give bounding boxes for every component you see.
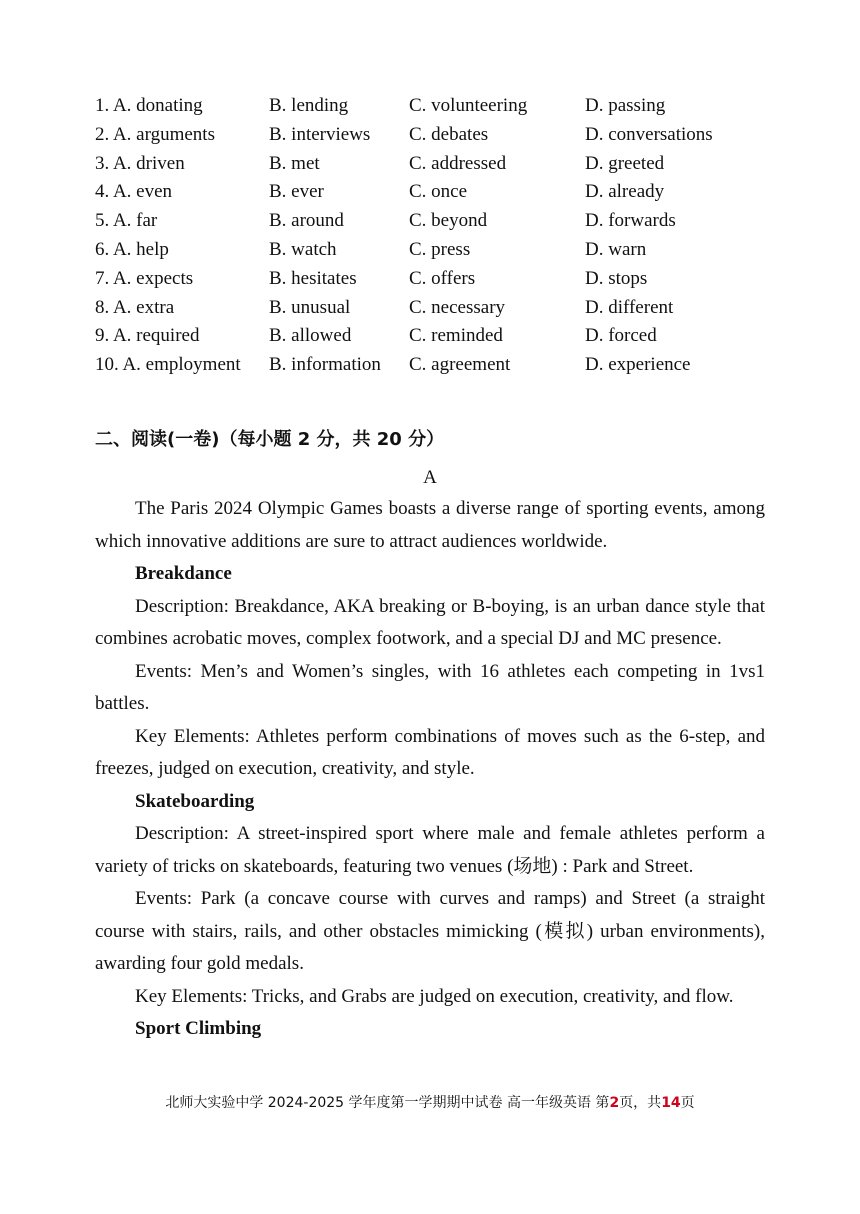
- option-row: [95, 322, 775, 351]
- answer-options: [95, 92, 775, 380]
- footer-suffix: 页: [680, 1095, 695, 1111]
- option-row: [95, 351, 775, 380]
- option-row: [95, 178, 775, 207]
- option-b: B. unusual: [269, 296, 351, 318]
- option-a: 9. A. required: [95, 325, 200, 347]
- section-heading: 二、阅读(一卷)（每小题 2 分，共 20 分）: [95, 429, 445, 450]
- option-d: D. different: [585, 296, 674, 318]
- option-b: B. met: [269, 152, 320, 174]
- option-d: D. stops: [585, 267, 648, 289]
- option-d: D. passing: [585, 95, 666, 116]
- option-a: 5. A. far: [95, 210, 158, 232]
- option-d: D. forced: [585, 325, 657, 347]
- option-d: D. greeted: [585, 152, 665, 174]
- skateboarding-key-elements: Key Elements: Tricks, and Grabs are judged on execution, creativity, and flow.: [135, 985, 734, 1007]
- option-c: C. once: [409, 181, 468, 203]
- option-c: C. necessary: [409, 296, 506, 318]
- option-a: 3. A. driven: [95, 152, 185, 174]
- breakdance-events: Events: Men’s and Women’s singles, with 16 athletes each competing in 1vs1 battles.: [95, 660, 765, 714]
- option-a: 10. A. employment: [95, 354, 241, 376]
- breakdance-heading: Breakdance: [135, 563, 232, 584]
- option-row: [95, 92, 775, 121]
- breakdance-key-elements: Key Elements: Athletes perform combinations of moves such as the 6-step, and freezes, judged on execution, creativity, and style.: [95, 725, 765, 779]
- option-a: 7. A. expects: [95, 267, 194, 289]
- option-row: [95, 265, 775, 294]
- option-a: 6. A. help: [95, 238, 169, 260]
- option-d: D. conversations: [585, 123, 713, 145]
- option-row: [95, 121, 775, 150]
- passage-label: A: [423, 467, 437, 488]
- option-c: C. beyond: [409, 210, 488, 232]
- option-d: D. already: [585, 181, 665, 203]
- reading-passage: [95, 493, 765, 1046]
- skateboarding-description: Description: A street-inspired sport where male and female athletes perform a variety of tricks on skateboards, featuring two venues (场地) : Park and Street.: [95, 823, 765, 877]
- option-c: C. addressed: [409, 152, 507, 174]
- option-b: B. interviews: [269, 123, 371, 145]
- option-c: C. reminded: [409, 325, 503, 347]
- option-b: B. ever: [269, 181, 324, 203]
- page-number: 2: [609, 1095, 620, 1111]
- sport-climbing-heading: Sport Climbing: [135, 1018, 262, 1039]
- option-row: [95, 236, 775, 265]
- option-c: C. volunteering: [409, 95, 528, 116]
- option-row: [95, 207, 775, 236]
- option-b: B. allowed: [269, 325, 352, 347]
- option-c: C. agreement: [409, 354, 511, 376]
- skateboarding-heading: Skateboarding: [135, 790, 255, 812]
- page-footer: [0, 1092, 860, 1114]
- breakdance-description: Description: Breakdance, AKA breaking or B-boying, is an urban dance style that combines acrobatic moves, complex footwork, and a special DJ and MC presence.: [95, 595, 765, 649]
- option-d: D. forwards: [585, 210, 676, 232]
- option-b: B. around: [269, 210, 344, 232]
- option-b: B. lending: [269, 95, 349, 116]
- footer-prefix: 北师大实验中学 2024-2025 学年度第一学期期中试卷 高一年级英语 第: [165, 1095, 610, 1111]
- option-a: 1. A. donating: [95, 95, 203, 116]
- option-a: 2. A. arguments: [95, 123, 215, 145]
- option-b: B. hesitates: [269, 267, 357, 289]
- skateboarding-events: Events: Park (a concave course with curves and ramps) and Street (a straight course with stairs, rails, and other obstacles mimicking (模拟) urban environments), awarding four gold medals.: [95, 888, 765, 974]
- option-d: D. experience: [585, 354, 691, 376]
- option-a: 8. A. extra: [95, 296, 175, 318]
- option-c: C. press: [409, 238, 471, 260]
- option-row: [95, 294, 775, 323]
- page-total: 14: [661, 1095, 681, 1111]
- option-b: B. information: [269, 354, 381, 376]
- footer-middle: 页，共: [619, 1095, 662, 1111]
- option-a: 4. A. even: [95, 181, 173, 203]
- option-b: B. watch: [269, 238, 337, 260]
- option-c: C. debates: [409, 123, 489, 145]
- option-d: D. warn: [585, 238, 647, 260]
- option-row: [95, 150, 775, 179]
- option-c: C. offers: [409, 267, 476, 289]
- passage-intro: The Paris 2024 Olympic Games boasts a diverse range of sporting events, among which innovative additions are sure to attract audiences worldwide.: [95, 498, 765, 552]
